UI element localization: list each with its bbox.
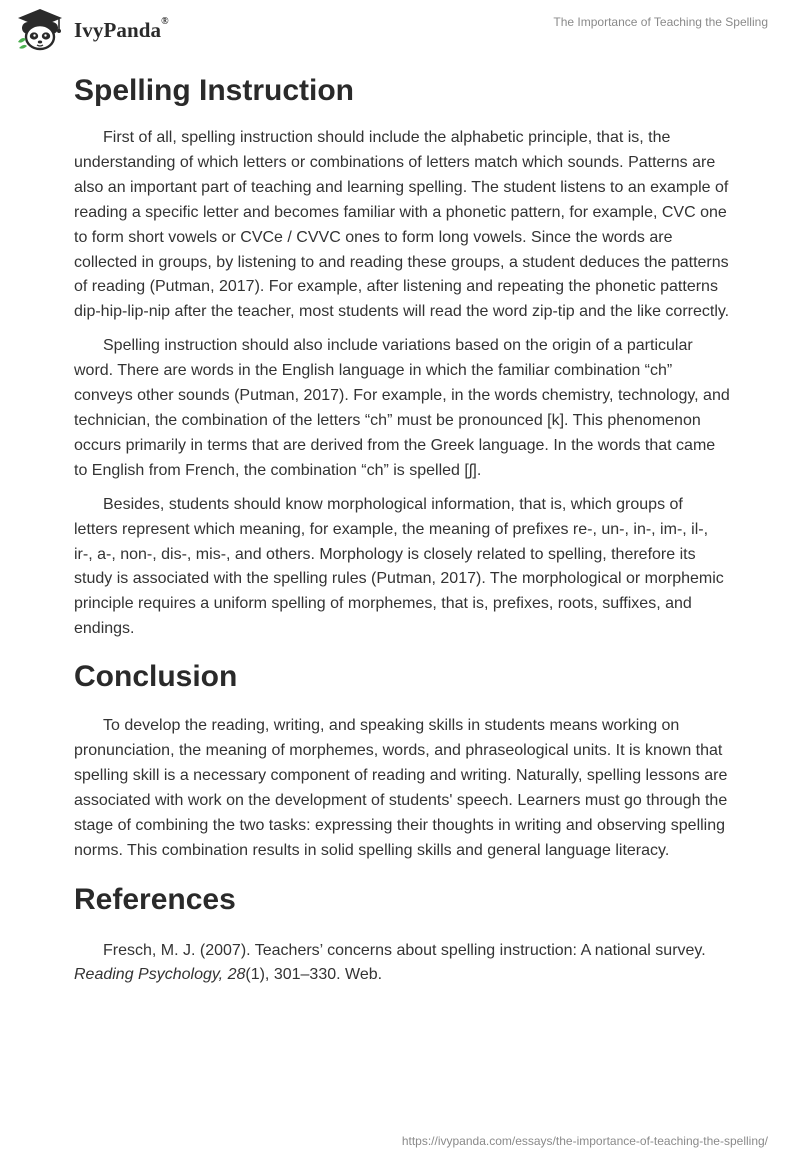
section-conclusion: [74, 652, 730, 863]
section-heading: Spelling Instruction: [74, 74, 355, 107]
section-heading: Conclusion: [74, 660, 238, 694]
reference-text: Fresch, M. J. (2007). Teachers’ concerns about spelling instruction: A national survey.: [103, 941, 706, 959]
paragraph: Besides, students should know morphological information, that is, which groups of letters represent which meaning, for example, the meaning of prefixes re-, un-, in-, im-, il-, ir-, a-, non-, dis-, mis-, and others. Morphology is closely related to spelling, therefore its study is associated with the spelling rules (Putman, 2017). The morphological or morphemic principle requires a uniform spelling of morphemes, that is, prefixes, roots, suffixes, and endings.: [74, 495, 724, 638]
section-spelling-instruction: [74, 66, 730, 642]
panda-logo-icon: [12, 8, 68, 52]
source-url[interactable]: https://ivypanda.com/essays/the-importance-of-teaching-the-spelling/: [401, 1134, 768, 1148]
logo[interactable]: [12, 8, 169, 52]
paragraph: First of all, spelling instruction should include the alphabetic principle, that is, the understanding of which letters or combinations of letters match which sounds. Patterns are also an important part of teaching and learning spelling. The student listens to an example of reading a specific letter and becomes familiar with a phonetic pattern, for example, CVC one to form short vowels or CVCe / CVVC ones to form long vowels. Since the words are collected in groups, by listening to and reading these groups, a student deduces the patterns of reading (Putman, 2017). For example, after listening and repeating the phonetic patterns dip-hip-lip-nip after the teacher, most students will read the word zip-tip and the like correctly.: [74, 129, 730, 321]
reference-journal: Reading Psychology, 28: [74, 966, 246, 984]
brand-name: IvyPanda®: [74, 15, 169, 42]
section-heading: References: [74, 882, 236, 916]
document-title: The Importance of Teaching the Spelling: [553, 15, 768, 29]
paragraph: To develop the reading, writing, and speaking skills in students means working on pronunciation, the meaning of morphemes, words, and phraseological units. It is known that spelling skill is a necessary component of reading and writing. Naturally, spelling lessons are associated with work on the development of students' speech. Learners must go through the stage of combining the two tasks: expressing their thoughts in writing and observing spelling norms. This combination results in solid spelling skills and general language literacy.: [74, 717, 728, 859]
reference-entry: [74, 939, 730, 989]
section-references: [74, 875, 730, 989]
page-header: [0, 0, 800, 60]
article-body: [74, 66, 730, 988]
paragraph: Spelling instruction should also include variations based on the origin of a particular word. There are words in the English language in which the familiar combination “ch” conveys other sounds (Putman, 2017). For example, in the words chemistry, technology, and technician, the combination of the letters “ch” must be pronounced [k]. This phenomenon occurs primarily in terms that are derived from the Greek language. In the words that came to English from French, the combination “ch” is spelled [ʃ].: [74, 337, 730, 479]
reference-details: (1), 301–330. Web.: [245, 966, 383, 984]
